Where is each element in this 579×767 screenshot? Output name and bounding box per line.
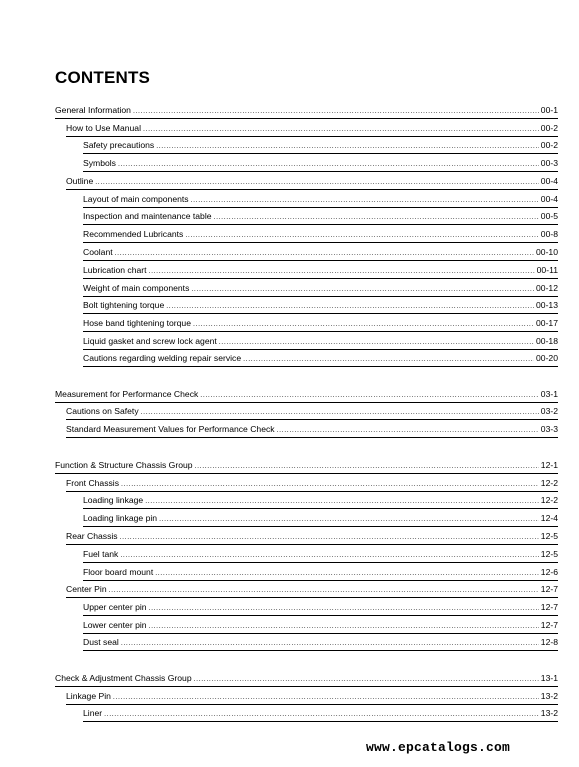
toc-entry-page: 12-5 bbox=[540, 531, 558, 541]
toc-entry-page: 00-1 bbox=[540, 105, 558, 115]
toc-underline bbox=[83, 508, 558, 509]
page-title: CONTENTS bbox=[55, 68, 151, 87]
toc-dot-leader bbox=[121, 478, 539, 489]
toc-entry-page: 00-17 bbox=[536, 318, 558, 328]
toc-underline bbox=[83, 721, 558, 722]
toc-dot-leader bbox=[185, 229, 538, 240]
toc-underline bbox=[66, 437, 558, 438]
toc-entry-label: Layout of main components bbox=[83, 194, 189, 204]
toc-dot-leader bbox=[149, 265, 535, 276]
toc-underline bbox=[83, 207, 558, 208]
toc-entry[interactable] bbox=[66, 689, 558, 702]
toc-entry[interactable] bbox=[55, 458, 558, 471]
toc-dot-leader bbox=[109, 584, 539, 595]
toc-underline bbox=[66, 491, 558, 492]
toc-entry-page: 00-12 bbox=[536, 283, 558, 293]
toc-entry-page: 00-10 bbox=[536, 247, 558, 257]
toc-entry-label: Upper center pin bbox=[83, 602, 147, 612]
toc-underline bbox=[66, 597, 558, 598]
toc-underline bbox=[66, 419, 558, 420]
toc-entry-label: Loading linkage bbox=[83, 495, 144, 505]
toc-underline bbox=[83, 366, 558, 367]
toc-underline bbox=[55, 686, 558, 687]
toc-entry-page: 00-11 bbox=[536, 265, 558, 275]
toc-entry-label: Symbols bbox=[83, 158, 116, 168]
toc-entry-page: 12-8 bbox=[540, 637, 558, 647]
toc-underline bbox=[83, 224, 558, 225]
toc-underline bbox=[83, 313, 558, 314]
toc-entry[interactable] bbox=[66, 174, 558, 187]
toc-dot-leader bbox=[193, 318, 534, 329]
toc-dot-leader bbox=[143, 123, 539, 134]
toc-entry-page: 13-1 bbox=[540, 673, 558, 683]
toc-entry-page: 00-20 bbox=[536, 353, 558, 363]
toc-entry[interactable] bbox=[83, 351, 558, 364]
toc-dot-leader bbox=[120, 549, 538, 560]
toc-dot-leader bbox=[145, 495, 539, 506]
toc-entry-label: Linkage Pin bbox=[66, 691, 111, 701]
toc-entry-label: How to Use Manual bbox=[66, 123, 141, 133]
toc-underline bbox=[83, 615, 558, 616]
toc-entry[interactable] bbox=[83, 565, 558, 578]
toc-entry-label: Cautions on Safety bbox=[66, 406, 139, 416]
toc-dot-leader bbox=[159, 513, 539, 524]
toc-entry-label: Hose band tightening torque bbox=[83, 318, 191, 328]
toc-entry[interactable] bbox=[83, 334, 558, 347]
toc-entry-label: Cautions regarding welding repair service bbox=[83, 353, 242, 363]
toc-dot-leader bbox=[277, 424, 539, 435]
toc-entry-page: 12-1 bbox=[540, 460, 558, 470]
toc-entry[interactable] bbox=[66, 422, 558, 435]
toc-entry-page: 12-6 bbox=[540, 567, 558, 577]
toc-entry[interactable] bbox=[66, 582, 558, 595]
toc-entry-page: 12-2 bbox=[540, 495, 558, 505]
toc-underline bbox=[83, 331, 558, 332]
toc-entry[interactable] bbox=[83, 209, 558, 222]
toc-dot-leader bbox=[166, 300, 534, 311]
toc-entry-label: Measurement for Performance Check bbox=[55, 389, 199, 399]
toc-entry[interactable] bbox=[66, 404, 558, 417]
toc-entry[interactable] bbox=[55, 671, 558, 684]
toc-entry-label: Outline bbox=[66, 176, 94, 186]
toc-entry[interactable] bbox=[55, 387, 558, 400]
toc-underline bbox=[83, 296, 558, 297]
toc-entry[interactable] bbox=[83, 263, 558, 276]
toc-entry[interactable] bbox=[83, 281, 558, 294]
toc-underline bbox=[66, 704, 558, 705]
toc-entry-page: 00-2 bbox=[540, 123, 558, 133]
toc-entry-page: 12-7 bbox=[540, 620, 558, 630]
toc-entry-label: Liner bbox=[83, 708, 103, 718]
toc-entry[interactable] bbox=[83, 635, 558, 648]
toc-entry[interactable] bbox=[83, 706, 558, 719]
toc-underline bbox=[66, 136, 558, 137]
toc-entry-label: Coolant bbox=[83, 247, 113, 257]
toc-entry-page: 00-2 bbox=[540, 140, 558, 150]
footer-url[interactable]: www.epcatalogs.com bbox=[366, 740, 511, 755]
toc-dot-leader bbox=[113, 691, 539, 702]
toc-entry-page: 00-8 bbox=[540, 229, 558, 239]
toc-dot-leader bbox=[121, 637, 539, 648]
toc-entry-page: 00-4 bbox=[540, 194, 558, 204]
toc-underline bbox=[83, 349, 558, 350]
toc-underline bbox=[83, 562, 558, 563]
toc-underline bbox=[55, 473, 558, 474]
toc-dot-leader bbox=[191, 283, 534, 294]
toc-entry-label: Standard Measurement Values for Performance Check bbox=[66, 424, 275, 434]
toc-entry-page: 00-5 bbox=[540, 211, 558, 221]
toc-entry-label: Rear Chassis bbox=[66, 531, 118, 541]
toc-entry-label: General Information bbox=[55, 105, 131, 115]
toc-dot-leader bbox=[155, 567, 539, 578]
toc-entry-label: Fuel tank bbox=[83, 549, 119, 559]
toc-entry-label: Center Pin bbox=[66, 584, 107, 594]
toc-underline bbox=[55, 402, 558, 403]
toc-entry-page: 12-2 bbox=[540, 478, 558, 488]
toc-underline bbox=[55, 118, 558, 119]
toc-entry-page: 03-3 bbox=[540, 424, 558, 434]
toc-dot-leader bbox=[118, 158, 539, 169]
toc-entry[interactable] bbox=[83, 245, 558, 258]
toc-underline bbox=[83, 650, 558, 651]
toc-entry[interactable] bbox=[83, 156, 558, 169]
toc-underline bbox=[83, 260, 558, 261]
toc-underline bbox=[83, 242, 558, 243]
toc-entry[interactable] bbox=[83, 511, 558, 524]
toc-dot-leader bbox=[219, 336, 534, 347]
toc-entry[interactable] bbox=[66, 529, 558, 542]
toc-underline bbox=[66, 544, 558, 545]
toc-entry-page: 00-4 bbox=[540, 176, 558, 186]
toc-dot-leader bbox=[149, 602, 539, 613]
toc-dot-leader bbox=[214, 211, 539, 222]
toc-dot-leader bbox=[195, 460, 539, 471]
toc-entry[interactable] bbox=[83, 192, 558, 205]
toc-entry[interactable] bbox=[66, 121, 558, 134]
toc-underline bbox=[83, 153, 558, 154]
toc-entry-label: Function & Structure Chassis Group bbox=[55, 460, 193, 470]
toc-entry-page: 00-13 bbox=[536, 300, 558, 310]
toc-dot-leader bbox=[200, 389, 539, 400]
toc-underline bbox=[66, 189, 558, 190]
toc-entry[interactable] bbox=[83, 600, 558, 613]
toc-underline bbox=[83, 633, 558, 634]
toc-entry[interactable] bbox=[83, 316, 558, 329]
toc-entry-label: Recommended Lubricants bbox=[83, 229, 184, 239]
toc-entry[interactable] bbox=[83, 547, 558, 560]
toc-dot-leader bbox=[141, 406, 539, 417]
toc-entry-label: Floor board mount bbox=[83, 567, 154, 577]
toc-underline bbox=[83, 526, 558, 527]
toc-entry-page: 03-1 bbox=[540, 389, 558, 399]
toc-entry[interactable] bbox=[83, 618, 558, 631]
toc-entry[interactable] bbox=[55, 103, 558, 116]
toc-dot-leader bbox=[133, 105, 539, 116]
toc-entry[interactable] bbox=[83, 298, 558, 311]
toc-entry-label: Loading linkage pin bbox=[83, 513, 158, 523]
toc-entry[interactable] bbox=[66, 476, 558, 489]
toc-entry[interactable] bbox=[83, 227, 558, 240]
toc-dot-leader bbox=[115, 247, 534, 258]
toc-entry-label: Inspection and maintenance table bbox=[83, 211, 212, 221]
toc-entry-label: Liquid gasket and screw lock agent bbox=[83, 336, 217, 346]
toc-entry[interactable] bbox=[83, 138, 558, 151]
toc-entry-page: 00-3 bbox=[540, 158, 558, 168]
toc-dot-leader bbox=[95, 176, 539, 187]
toc-entry-page: 13-2 bbox=[540, 708, 558, 718]
toc-underline bbox=[83, 580, 558, 581]
toc-entry-label: Lubrication chart bbox=[83, 265, 147, 275]
toc-entry-page: 12-5 bbox=[540, 549, 558, 559]
toc-entry[interactable] bbox=[83, 493, 558, 506]
toc-underline bbox=[83, 171, 558, 172]
toc-entry-page: 13-2 bbox=[540, 691, 558, 701]
toc-entry-page: 12-7 bbox=[540, 602, 558, 612]
toc-dot-leader bbox=[156, 140, 539, 151]
toc-entry-label: Front Chassis bbox=[66, 478, 120, 488]
toc-entry-page: 00-18 bbox=[536, 336, 558, 346]
toc-entry-label: Lower center pin bbox=[83, 620, 147, 630]
toc-entry-label: Safety precautions bbox=[83, 140, 155, 150]
toc-dot-leader bbox=[104, 708, 539, 719]
toc-dot-leader bbox=[191, 194, 539, 205]
toc-entry-page: 03-2 bbox=[540, 406, 558, 416]
toc-entry-label: Dust seal bbox=[83, 637, 119, 647]
toc-entry-label: Check & Adjustment Chassis Group bbox=[55, 673, 192, 683]
toc-dot-leader bbox=[194, 673, 539, 684]
toc-entry-page: 12-7 bbox=[540, 584, 558, 594]
toc-dot-leader bbox=[120, 531, 539, 542]
toc-entry-label: Bolt tightening torque bbox=[83, 300, 165, 310]
toc-entry-label: Weight of main components bbox=[83, 283, 190, 293]
toc-dot-leader bbox=[243, 353, 534, 364]
toc-dot-leader bbox=[149, 620, 539, 631]
toc-entry-page: 12-4 bbox=[540, 513, 558, 523]
toc-underline bbox=[83, 278, 558, 279]
